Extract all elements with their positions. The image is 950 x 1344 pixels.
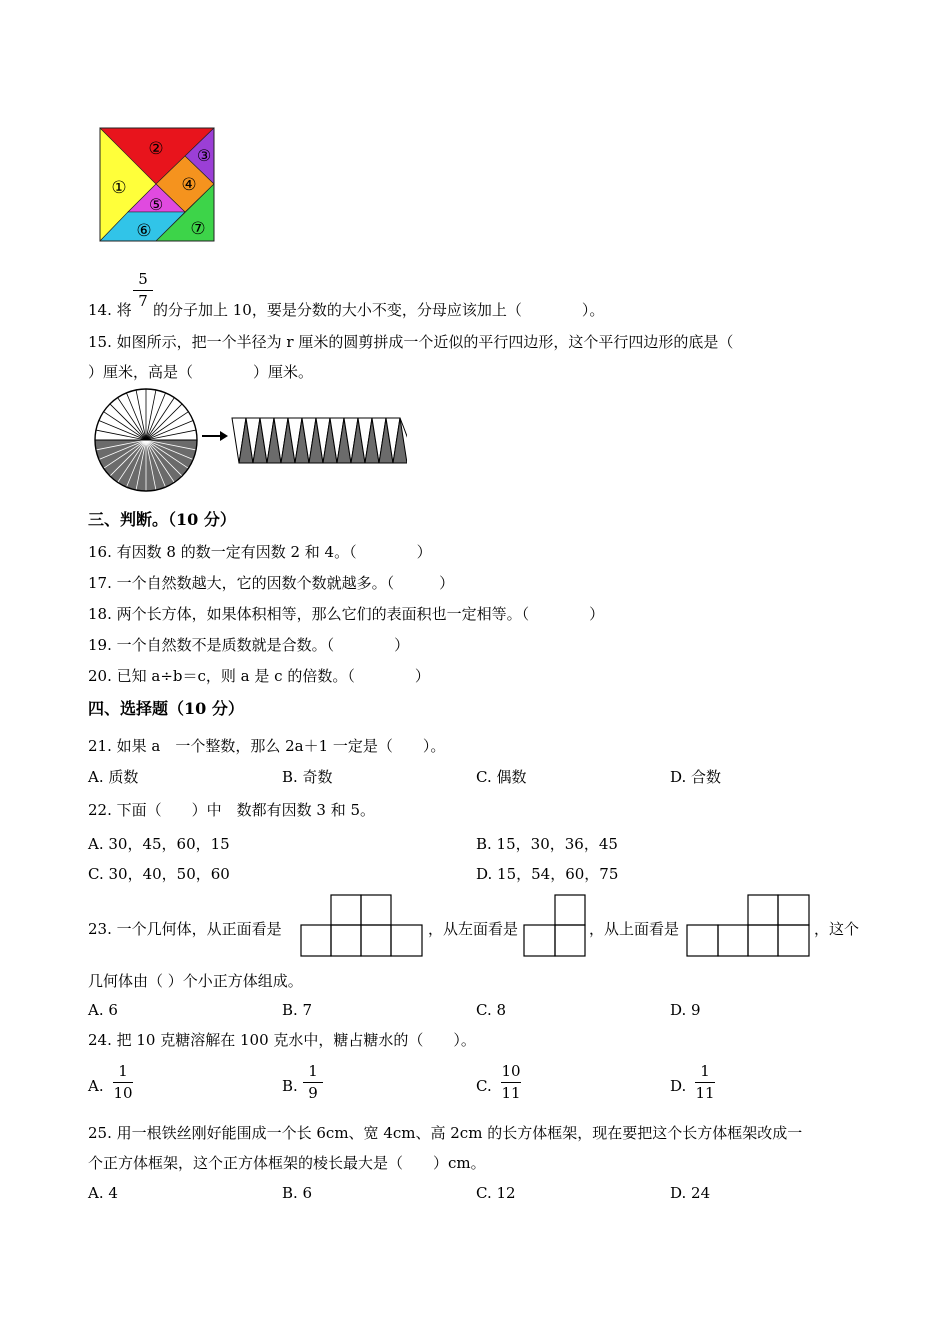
tangram-label-2: ②: [148, 139, 164, 159]
q24-option-c-fraction[interactable]: 10 11: [501, 1062, 521, 1102]
q25-option-a[interactable]: A. 4: [88, 1184, 118, 1202]
q16: 16. 有因数 8 的数一定有因数 2 和 4。（ ）: [88, 543, 432, 561]
q23-part3: ，从上面看是: [589, 920, 680, 938]
q24-option-d-fraction[interactable]: 1 11: [695, 1062, 715, 1102]
q23-part4: ，这个: [814, 920, 860, 938]
q25-option-b[interactable]: B. 6: [282, 1184, 313, 1202]
q22-option-b[interactable]: B. 15，30，36，45: [476, 835, 618, 853]
q23-option-c[interactable]: C. 8: [476, 1001, 507, 1019]
q24-option-a-label[interactable]: A.: [88, 1077, 104, 1095]
tangram-label-5: ⑤: [148, 195, 164, 214]
q23-option-b[interactable]: B. 7: [282, 1001, 313, 1019]
q25-line1: 25. 用一根铁丝刚好能围成一个长 6cm、宽 4cm、高 2cm 的长方体框架，现在要把这个长方体框架改成一: [88, 1124, 803, 1142]
tangram-label-6: ⑥: [136, 221, 152, 241]
q23-front-view: [300, 893, 426, 958]
q24-option-a-fraction[interactable]: 1 10: [113, 1062, 133, 1102]
q24-option-d-label[interactable]: D.: [670, 1077, 687, 1095]
q24-option-c-label[interactable]: C.: [476, 1077, 492, 1095]
q24-option-b-fraction[interactable]: 1 9: [301, 1064, 325, 1101]
q22-option-d[interactable]: D. 15，54，60，75: [476, 865, 619, 883]
circle-sector-line: [110, 404, 146, 440]
q21-option-b[interactable]: B. 奇数: [282, 768, 333, 786]
q14-prefix: 14. 将: [88, 301, 132, 319]
q14-fraction: [131, 272, 155, 309]
tangram-label-1: ①: [111, 178, 127, 198]
q18: 18. 两个长方体，如果体积相等，那么它们的表面积也一定相等。（ ）: [88, 605, 605, 623]
circle-cut-figure: [92, 388, 407, 496]
circle-sector-line: [146, 404, 182, 440]
q17: 17. 一个自然数越大，它的因数个数就越多。（ ）: [88, 574, 455, 592]
q24-stem: 24. 把 10 克糖溶解在 100 克水中，糖占糖水的（ ）。: [88, 1031, 476, 1049]
tangram-figure: [98, 126, 218, 246]
q15-line1: 15. 如图所示，把一个半径为 r 厘米的圆剪拼成一个近似的平行四边形，这个平行四边形的底是（: [88, 333, 734, 351]
q21-option-d[interactable]: D. 合数: [670, 768, 722, 786]
q14-numerator: 5: [138, 270, 148, 288]
q15-line2: ）厘米，高是（ ）厘米。: [88, 363, 314, 381]
q20: 20. 已知 a÷b＝c，则 a 是 c 的倍数。（ ）: [88, 667, 430, 685]
q23-part1: 23. 一个几何体，从正面看是: [88, 920, 282, 938]
q25-option-c[interactable]: C. 12: [476, 1184, 516, 1202]
q25-line2: 个正方体框架，这个正方体框架的棱长最大是（ ）cm。: [88, 1154, 486, 1172]
q21-stem: 21. 如果 a 一个整数，那么 2a＋1 一定是（ ）。: [88, 737, 446, 755]
q21-option-a[interactable]: A. 质数: [88, 768, 139, 786]
q23-option-a[interactable]: A. 6: [88, 1001, 118, 1019]
q24-option-b-label[interactable]: B.: [282, 1077, 298, 1095]
q21-option-c[interactable]: C. 偶数: [476, 768, 527, 786]
tangram-label-4: ④: [181, 175, 197, 195]
q19: 19. 一个自然数不是质数就是合数。（ ）: [88, 636, 410, 654]
q22-option-a[interactable]: A. 30，45，60，15: [88, 835, 230, 853]
q14-denominator: 7: [138, 292, 148, 310]
q23-option-d[interactable]: D. 9: [670, 1001, 701, 1019]
q23-top-view: [686, 893, 812, 958]
q23-part2: ，从左面看是: [428, 920, 519, 938]
section3-title: 三、判断。（10 分）: [88, 510, 236, 529]
tangram-label-7: ⑦: [190, 219, 206, 239]
q22-stem: 22. 下面（ ）中 数都有因数 3 和 5。: [88, 801, 376, 819]
tangram-label-3: ③: [196, 146, 212, 165]
q23-line2: 几何体由（ ）个小正方体组成。: [88, 972, 303, 990]
q25-option-d[interactable]: D. 24: [670, 1184, 711, 1202]
q23-left-view: [522, 893, 588, 958]
q22-option-c[interactable]: C. 30，40，50，60: [88, 865, 230, 883]
section4-title: 四、选择题（10 分）: [88, 699, 244, 718]
q14-suffix: 的分子加上 10，要是分数的大小不变，分母应该加上（ ）。: [153, 301, 605, 319]
